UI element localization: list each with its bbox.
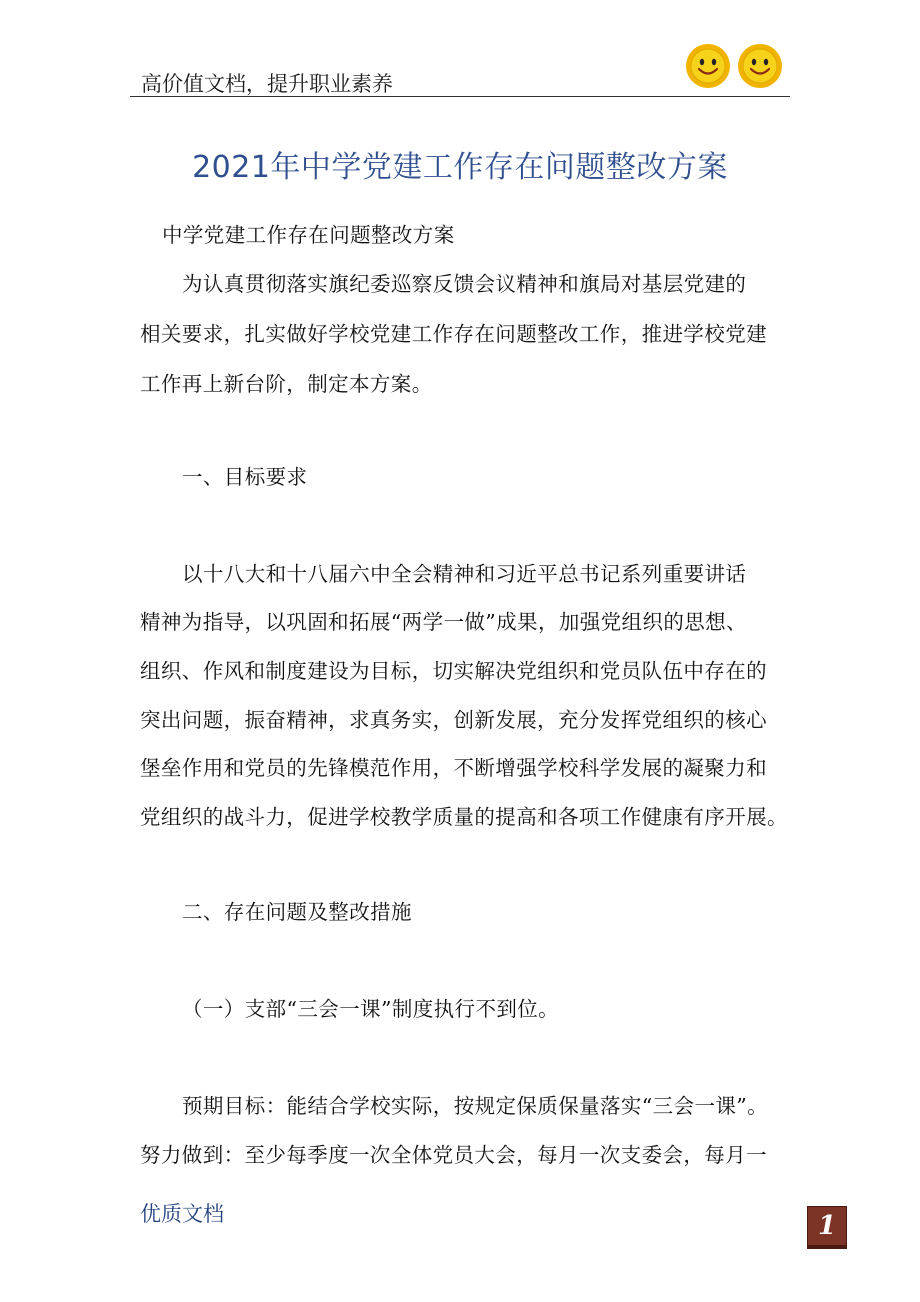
- paragraph-line: 以十八大和十八届六中全会精神和习近平总书记系列重要讲话: [182, 562, 747, 586]
- smiley-icon: [737, 43, 783, 89]
- section-heading: 二、存在问题及整改措施: [182, 900, 412, 924]
- header-tagline: 高价值文档，提升职业素养: [141, 72, 393, 96]
- paragraph-line: 努力做到：至少每季度一次全体党员大会，每月一次支委会，每月一: [140, 1143, 767, 1167]
- document-title: 2021年中学党建工作存在问题整改方案: [192, 150, 728, 185]
- section-heading: 一、目标要求: [182, 465, 308, 489]
- paragraph-line: 工作再上新台阶，制定本方案。: [140, 372, 433, 396]
- paragraph-line: 党组织的战斗力，促进学校教学质量的提高和各项工作健康有序开展。: [140, 805, 788, 829]
- subtitle-line: 中学党建工作存在问题整改方案: [162, 223, 455, 247]
- paragraph-line: 为认真贯彻落实旗纪委巡察反馈会议精神和旗局对基层党建的: [182, 272, 747, 296]
- paragraph-line: 组织、作风和制度建设为目标，切实解决党组织和党员队伍中存在的: [140, 659, 767, 683]
- paragraph-line: 突出问题，振奋精神，求真务实，创新发展，充分发挥党组织的核心: [140, 708, 767, 732]
- paragraph-line: 预期目标：能结合学校实际，按规定保质保量落实“三会一课”。: [182, 1094, 769, 1118]
- subsection-heading: （一）支部“三会一课”制度执行不到位。: [182, 997, 560, 1021]
- footer-label: 优质文档: [140, 1202, 224, 1226]
- page-number-badge: 1: [807, 1206, 847, 1246]
- smiley-icon: [685, 43, 731, 89]
- paragraph-line: 精神为指导，以巩固和拓展“两学一做”成果，加强党组织的思想、: [140, 610, 747, 634]
- paragraph-line: 相关要求，扎实做好学校党建工作存在问题整改工作，推进学校党建: [140, 322, 767, 346]
- page-number-badge-base: [807, 1246, 847, 1249]
- paragraph-line: 堡垒作用和党员的先锋模范作用，不断增强学校科学发展的凝聚力和: [140, 756, 767, 780]
- header-divider: [130, 96, 790, 97]
